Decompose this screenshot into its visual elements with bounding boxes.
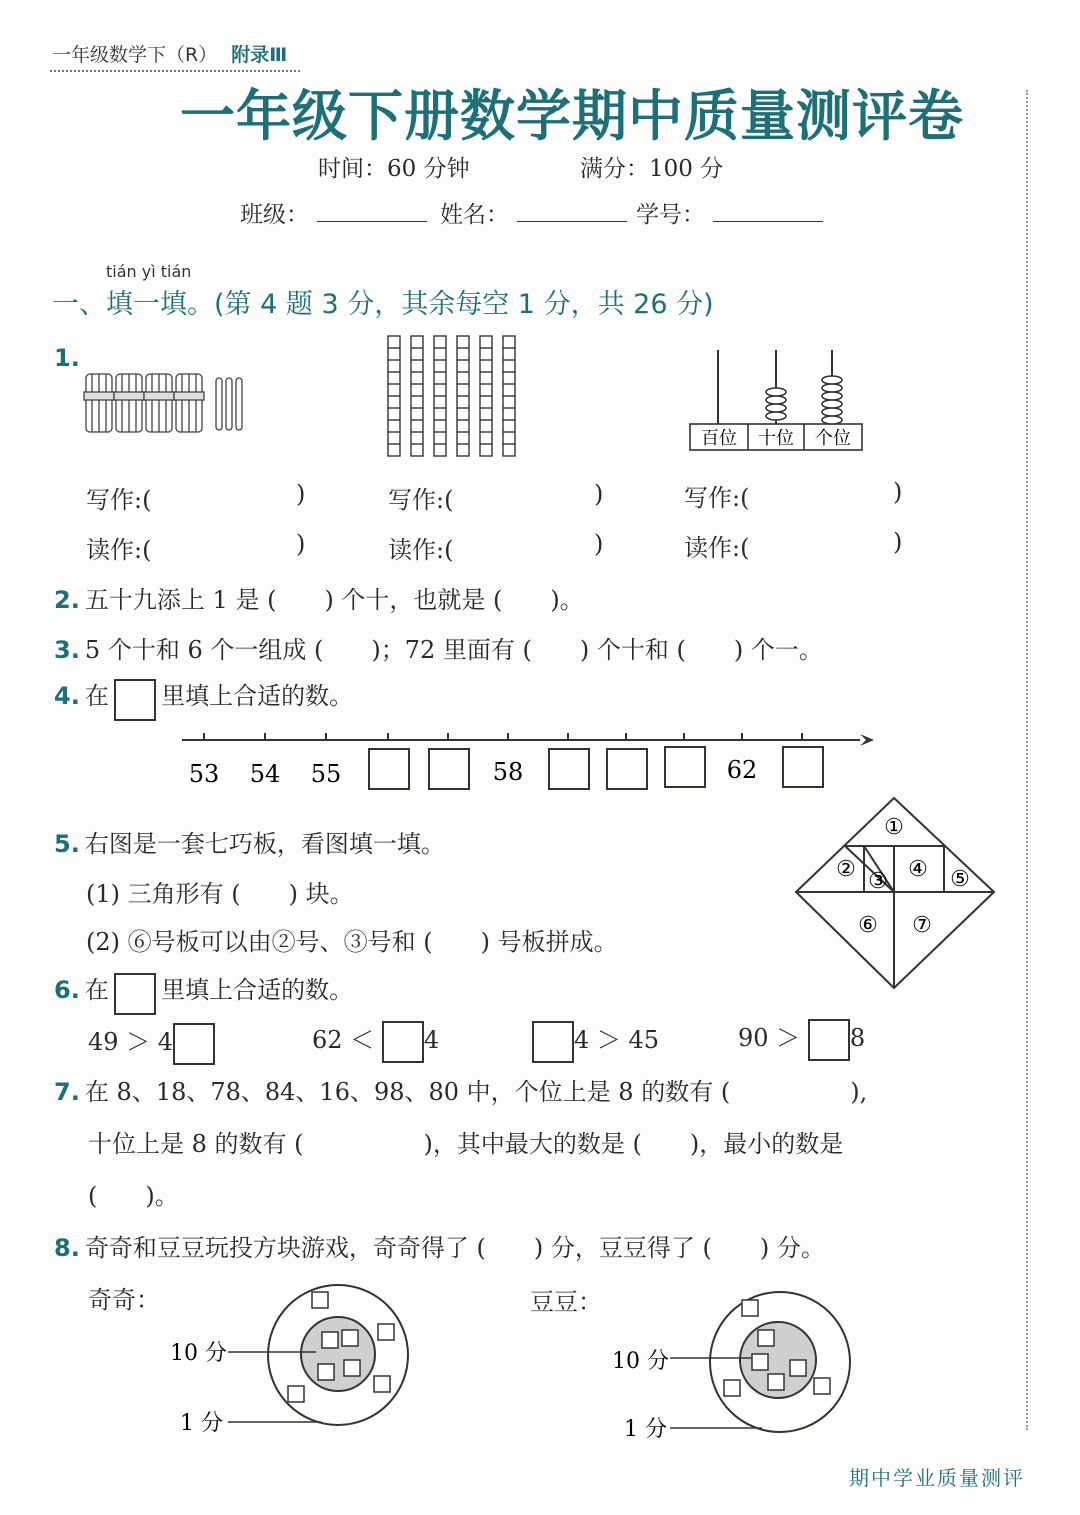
book-label: 一年级数学下（R） [52, 44, 218, 66]
appendix-label: 附录Ⅲ [231, 44, 288, 66]
nl-label-54: 54 [249, 760, 281, 788]
name-label: 姓名： [440, 202, 509, 228]
tangram-piece-4: ④ [908, 857, 928, 882]
abacus-figure [688, 348, 864, 452]
q1c-write-close: ) [893, 478, 903, 506]
q1b-read[interactable]: 读作:( [388, 536, 454, 564]
q1b-read-close: ) [594, 530, 604, 558]
section-heading: 一、填一填。(第 4 题 3 分，其余每空 1 分，共 26 分) [52, 289, 714, 320]
qiqi-target [166, 1280, 416, 1440]
ten-rods-figure [386, 334, 532, 460]
tangram-figure [794, 796, 996, 992]
footer-label: 期中学业质量测评 [849, 1466, 1025, 1490]
tangram-piece-7: ⑦ [912, 913, 932, 938]
q6-item-2: 62 ＜ 4 [312, 1020, 439, 1063]
nl-blank-59[interactable] [548, 748, 590, 790]
abacus-label-hundreds: 百位 [701, 428, 737, 449]
nl-label-55: 55 [310, 760, 342, 788]
nl-blank-56[interactable] [368, 748, 410, 790]
question-8: 8. 奇奇和豆豆玩投方块游戏，奇奇得了 ( ) 分，豆豆得了 ( ) 分。 [54, 1234, 825, 1262]
doudou-target [610, 1288, 860, 1446]
q1c-write[interactable]: 写作:( [684, 484, 750, 512]
name-field[interactable] [440, 196, 627, 229]
score-label: 满分：100 分 [580, 156, 724, 182]
q5-sub1[interactable]: (1) 三角形有 ( ) 块。 [86, 880, 354, 908]
q6-item-3: 4 ＞ 45 [532, 1020, 659, 1063]
class-label: 班级： [240, 202, 309, 228]
question-7: 7. 在 8、18、78、84、16、98、80 中，个位上是 8 的数有 ( ), [54, 1078, 868, 1106]
nl-blank-61[interactable] [664, 746, 706, 788]
name-blank[interactable] [517, 219, 627, 222]
question-2: 2. 五十九添上 1 是 ( ) 个十，也就是 ( )。 [54, 586, 584, 614]
qiqi-ten-label: 10 分 [170, 1341, 227, 1366]
nl-blank-63[interactable] [782, 746, 824, 788]
abacus-beads [766, 376, 842, 424]
nl-label-58: 58 [492, 758, 524, 786]
q2-text[interactable]: 五十九添上 1 是 ( ) 个十，也就是 ( )。 [84, 586, 584, 614]
class-blank[interactable] [317, 219, 427, 222]
example-box-2 [114, 973, 156, 1015]
q1c-read[interactable]: 读作:( [684, 534, 750, 562]
q1b-write[interactable]: 写作:( [388, 486, 454, 514]
bundle-3 [144, 374, 174, 432]
question-5: 5. 右图是一套七巧板，看图填一填。 [54, 830, 445, 858]
q6-item-1: 49 ＞ 4 [88, 1022, 215, 1065]
doudou-ten-label: 10 分 [612, 1349, 669, 1374]
bundle-4 [174, 374, 204, 432]
nl-label-53: 53 [188, 760, 220, 788]
number-line [176, 728, 876, 794]
q7-line1[interactable]: 在 8、18、78、84、16、98、80 中，个位上是 8 的数有 ( ), [84, 1078, 868, 1106]
qiqi-label: 奇奇： [88, 1286, 160, 1314]
id-label: 学号： [636, 202, 705, 228]
abacus-label-tens: 十位 [758, 428, 794, 449]
nl-label-62: 62 [726, 756, 758, 784]
qiqi-one-label: 1 分 [180, 1411, 223, 1436]
nl-blank-57[interactable] [428, 748, 470, 790]
question-6: 6. 在 里填上合适的数。 [54, 970, 353, 1015]
q6-blank-1[interactable] [173, 1023, 215, 1065]
q1b-write-close: ) [594, 480, 604, 508]
stick-bundles-figure [80, 368, 260, 438]
time-label: 时间：60 分钟 [318, 156, 470, 182]
number-line-arrow [860, 734, 874, 746]
q5-sub2[interactable]: (2) ⑥号板可以由②号、③号和 ( ) 号板拼成。 [86, 928, 618, 956]
id-blank[interactable] [713, 219, 823, 222]
tangram-piece-6: ⑥ [858, 913, 878, 938]
q7-line2[interactable]: 十位上是 8 的数有 ( )，其中最大的数是 ( )，最小的数是 [88, 1130, 844, 1158]
tangram-piece-1: ① [884, 815, 904, 840]
q1c-read-close: ) [893, 528, 903, 556]
doudou-one-label: 1 分 [624, 1417, 667, 1442]
q1a-read[interactable]: 读作:( [86, 536, 152, 564]
example-box [114, 679, 156, 721]
section-pinyin: tián yì tián [106, 262, 192, 281]
question-3: 3. 5 个十和 6 个一组成 ( )；72 里面有 ( ) 个十和 ( ) 个一。 [54, 636, 823, 664]
q3-text[interactable]: 5 个十和 6 个一组成 ( )；72 里面有 ( ) 个十和 ( ) 个一。 [84, 636, 823, 664]
tangram-piece-2: ② [836, 857, 856, 882]
nl-blank-60[interactable] [606, 748, 648, 790]
q1a-write[interactable]: 写作:( [86, 486, 152, 514]
q1a-read-close: ) [296, 530, 306, 558]
doudou-label: 豆豆： [530, 1288, 602, 1316]
q1-number: 1. [54, 344, 80, 372]
q1a-write-close: ) [296, 480, 306, 508]
class-field[interactable] [240, 196, 427, 229]
abacus-label-ones: 个位 [815, 428, 851, 449]
question-4: 4. 在 里填上合适的数。 [54, 676, 353, 721]
q8-text[interactable]: 奇奇和豆豆玩投方块游戏，奇奇得了 ( ) 分，豆豆得了 ( ) 分。 [84, 1234, 825, 1262]
bundle-2 [114, 374, 144, 432]
book-header [52, 40, 287, 67]
id-field[interactable] [636, 196, 823, 229]
q6-item-4: 90 ＞ 8 [738, 1018, 865, 1061]
bundle-1 [84, 374, 114, 432]
cut-line [1026, 90, 1028, 1430]
q6-blank-4[interactable] [808, 1019, 850, 1061]
tangram-piece-3: ③ [868, 869, 888, 894]
q7-line3[interactable]: ( )。 [88, 1182, 179, 1210]
q6-blank-3[interactable] [532, 1021, 574, 1063]
page-title: 一年级下册数学期中质量测评卷 [180, 84, 965, 148]
tangram-piece-5: ⑤ [950, 867, 970, 892]
q6-blank-2[interactable] [382, 1021, 424, 1063]
